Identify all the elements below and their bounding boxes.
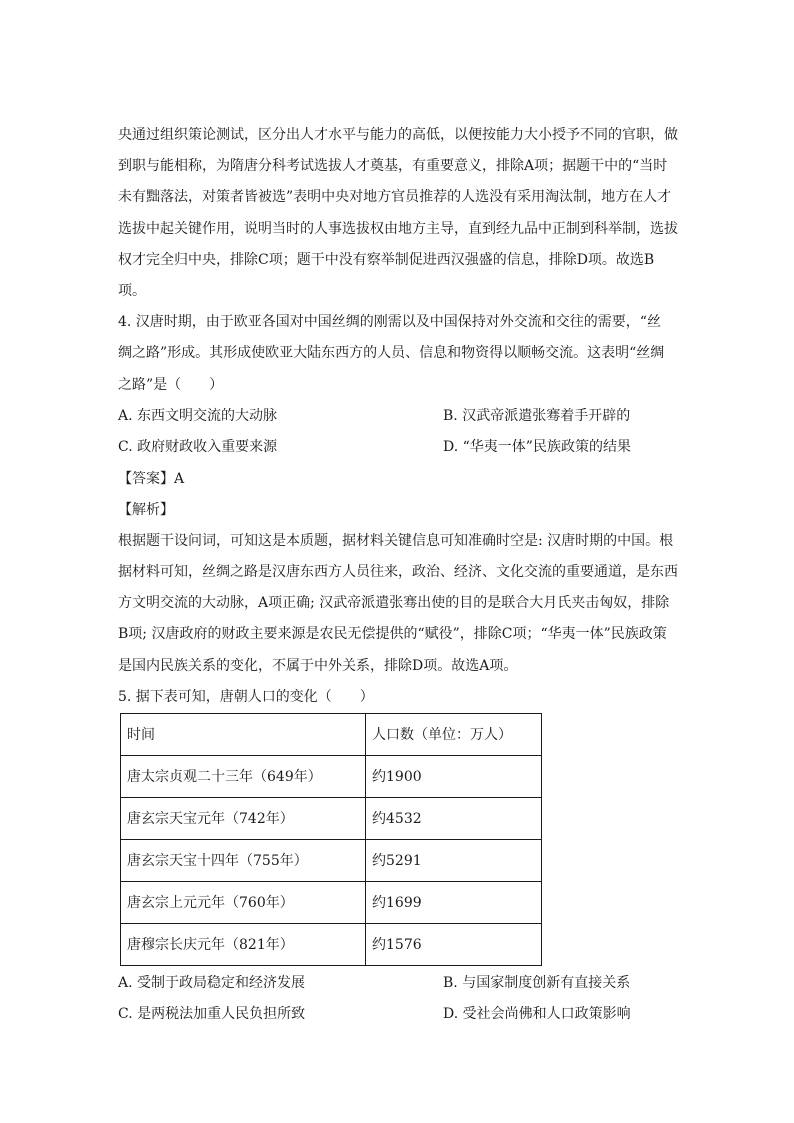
analysis-line: 据材料可知，丝绸之路是汉唐东西方人员往来，政治、经济、文化交流的重要通道，是东西 bbox=[118, 564, 678, 581]
q5-stem: 5. 据下表可知，唐朝人口的变化（ ） bbox=[118, 688, 374, 705]
table-row bbox=[121, 881, 542, 923]
q5-options bbox=[118, 968, 678, 1031]
table-cell: 唐太宗贞观二十三年（649年） bbox=[121, 755, 366, 797]
table-cell: 约1900 bbox=[366, 755, 542, 797]
q4-stem bbox=[118, 307, 678, 401]
table-cell: 约1576 bbox=[366, 923, 542, 965]
q5-option-a[interactable]: A. 受制于政局稳定和经济发展 bbox=[118, 974, 306, 991]
table-cell: 唐穆宗长庆元年（821年） bbox=[121, 923, 366, 965]
q4-analysis-label: 【解析】 bbox=[118, 501, 174, 518]
q4-analysis bbox=[118, 526, 678, 682]
analysis-line: 央通过组织策论测试，区分出人才水平与能力的高低，以便按能力大小授予不同的官职，做 bbox=[118, 127, 678, 143]
q4-option-d[interactable]: D. “华夷一体”民族政策的结果 bbox=[443, 439, 631, 456]
population-table bbox=[120, 713, 542, 966]
q5-option-b[interactable]: B. 与国家制度创新有直接关系 bbox=[443, 974, 631, 991]
analysis-line: 项。 bbox=[118, 283, 146, 300]
table-row bbox=[121, 839, 542, 881]
question-4 bbox=[118, 307, 678, 682]
table-cell: 唐玄宗天宝十四年（755年） bbox=[121, 839, 366, 881]
analysis-line: 未有黜落法，对策者皆被选”表明中央对地方官员推荐的人选没有采用淘汰制，地方在人才 bbox=[118, 189, 672, 206]
analysis-line: 是国内民族关系的变化，不属于中外关系，排除D项。故选A项。 bbox=[118, 657, 518, 674]
document-page bbox=[118, 120, 678, 1031]
stem-line: 绸之路”形成。其形成使欧亚大陆东西方的人员、信息和物资得以顺畅交流。这表明“丝绸 bbox=[118, 345, 665, 362]
table-cell: 约1699 bbox=[366, 881, 542, 923]
stem-line: 之路”是（ ） bbox=[118, 376, 224, 393]
table-header-cell: 时间 bbox=[121, 713, 366, 755]
table-cell: 约4532 bbox=[366, 797, 542, 839]
q3-analysis-continuation bbox=[118, 120, 678, 307]
table-row bbox=[121, 797, 542, 839]
table-header-row bbox=[121, 713, 542, 755]
table-row bbox=[121, 923, 542, 965]
analysis-line: 权才完全归中央，排除C项；题干中没有察举制促进西汉强盛的信息，排除D项。故选B bbox=[118, 251, 655, 268]
table-row bbox=[121, 755, 542, 797]
q4-option-b[interactable]: B. 汉武帝派遣张骞着手开辟的 bbox=[443, 407, 631, 424]
analysis-line: 方文明交流的大动脉，A项正确; 汉武帝派遣张骞出使的目的是联合大月氏夹击匈奴，排除 bbox=[118, 595, 670, 612]
analysis-line: 根据题干设问词，可知这是本质题，据材料关键信息可知准确时空是: 汉唐时期的中国。根 bbox=[118, 532, 674, 549]
table-cell: 唐玄宗上元元年（760年） bbox=[121, 881, 366, 923]
analysis-line: B项; 汉唐政府的财政主要来源是农民无偿提供的“赋役”，排除C项；“华夷一体”民族政策 bbox=[118, 626, 667, 643]
analysis-line: 到职与能相称，为隋唐分科考试选拔人才奠基，有重要意义，排除A项；据题干中的“当时 bbox=[118, 158, 668, 175]
table-cell: 唐玄宗天宝元年（742年） bbox=[121, 797, 366, 839]
q5-option-c[interactable]: C. 是两税法加重人民负担所致 bbox=[118, 1006, 306, 1023]
q5-option-d[interactable]: D. 受社会尚佛和人口政策影响 bbox=[443, 1006, 631, 1023]
table-header-cell: 人口数（单位：万人） bbox=[366, 713, 542, 755]
q4-options bbox=[118, 401, 678, 464]
analysis-line: 选拔中起关键作用，说明当时的人事选拔权由地方主导，直到经九品中正制到科举制，选拔 bbox=[118, 220, 678, 237]
table-cell: 约5291 bbox=[366, 839, 542, 881]
q4-option-c[interactable]: C. 政府财政收入重要来源 bbox=[118, 439, 278, 456]
question-5 bbox=[118, 682, 678, 1031]
q4-option-a[interactable]: A. 东西文明交流的大动脉 bbox=[118, 407, 278, 424]
q4-answer: 【答案】A bbox=[118, 470, 185, 487]
stem-line: 4. 汉唐时期，由于欧亚各国对中国丝绸的刚需以及中国保持对外交流和交往的需要，“丝 bbox=[118, 314, 661, 331]
